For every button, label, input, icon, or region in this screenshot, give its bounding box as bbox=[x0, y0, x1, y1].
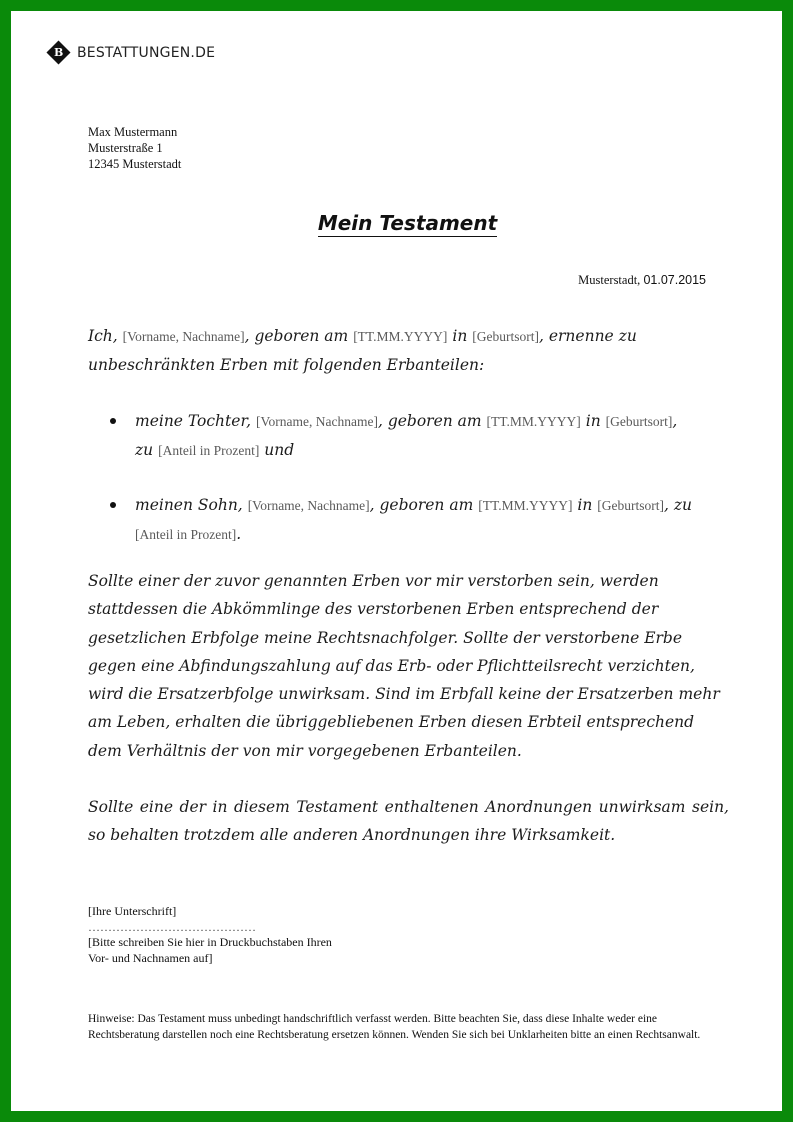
sender-city: 12345 Musterstadt bbox=[88, 157, 182, 171]
placeholder-birthdate: [TT.MM.YYYY] bbox=[353, 329, 448, 344]
date-place: Musterstadt, bbox=[578, 273, 641, 287]
severability-paragraph: Sollte eine der in diesem Testament enthaltenen Anordnungen unwirksam sein, so behalten trotzdem alle anderen Anordnungen ihre Wirksamkeit. bbox=[88, 798, 729, 845]
date-value: 01.07.2015 bbox=[643, 273, 706, 287]
substitute-heirs-paragraph: Sollte einer der zuvor genannten Erben vor mir verstorben sein, werden stattdessen die Abkömmlinge des verstorbenen Erben entsprechend der gesetzlichen Erbfolge meine Rechtsnachfolger. Sollte der verstorbene Erbe gegen eine Abfindungszahlung auf das Erb- oder Pflichtteilsrecht verzichten, wird die Ersatzerbfolge unwirksam. Sind im Erbfall keine der Ersatzerben mehr am Leben, erhalten die übriggebliebenen Erben diesen Erbteil entsprechend dem Verhältnis der von mir vorgegebenen Erbanteilen. bbox=[88, 572, 720, 760]
date-line bbox=[578, 273, 706, 288]
signature-block bbox=[88, 904, 332, 966]
brand-logo bbox=[47, 44, 215, 61]
signature-line: …………………………………… bbox=[88, 919, 256, 934]
signature-note: Vor- und Nachnamen auf] bbox=[88, 950, 213, 965]
heir-list-item: meinen Sohn, [Vorname, Nachname], geboren am [TT.MM.YYYY] in [Geburtsort], zu [Anteil in Prozent]. bbox=[110, 491, 730, 549]
bullet-icon bbox=[110, 502, 116, 508]
bullet-icon bbox=[110, 418, 116, 424]
legal-hint: Hinweise: Das Testament muss unbedingt handschriftlich verfasst werden. Bitte beachten Sie, dass diese Inhalte weder eine Rechtsberatung darstellen noch eine Rechtsberatung ersetzen können. Wenden Sie sich bei Unklarheiten bitte an einen Rechtsanwalt. bbox=[88, 1013, 701, 1041]
signature-note: [Bitte schreiben Sie hier in Druckbuchstaben Ihren bbox=[88, 935, 332, 949]
intro-paragraph: Ich, [Vorname, Nachname], geboren am [TT.MM.YYYY] in [Geburtsort], ernenne zu unbeschränkten Erben mit folgenden Erbanteilen: bbox=[88, 327, 637, 375]
placeholder-birthplace: [Geburtsort] bbox=[472, 329, 539, 344]
sender-street: Musterstraße 1 bbox=[88, 141, 163, 155]
heir-list-item: meine Tochter, [Vorname, Nachname], geboren am [TT.MM.YYYY] in [Geburtsort], zu [Anteil in Prozent] und bbox=[110, 407, 730, 465]
document-title: Mein Testament bbox=[317, 211, 498, 235]
signature-label: [Ihre Unterschrift] bbox=[88, 904, 177, 918]
sender-name: Max Mustermann bbox=[88, 125, 178, 139]
logo-diamond-icon: B bbox=[46, 40, 70, 64]
sender-address bbox=[88, 124, 181, 172]
logo-text: BESTATTUNGEN.DE bbox=[77, 44, 216, 61]
placeholder-name: [Vorname, Nachname] bbox=[122, 329, 245, 344]
